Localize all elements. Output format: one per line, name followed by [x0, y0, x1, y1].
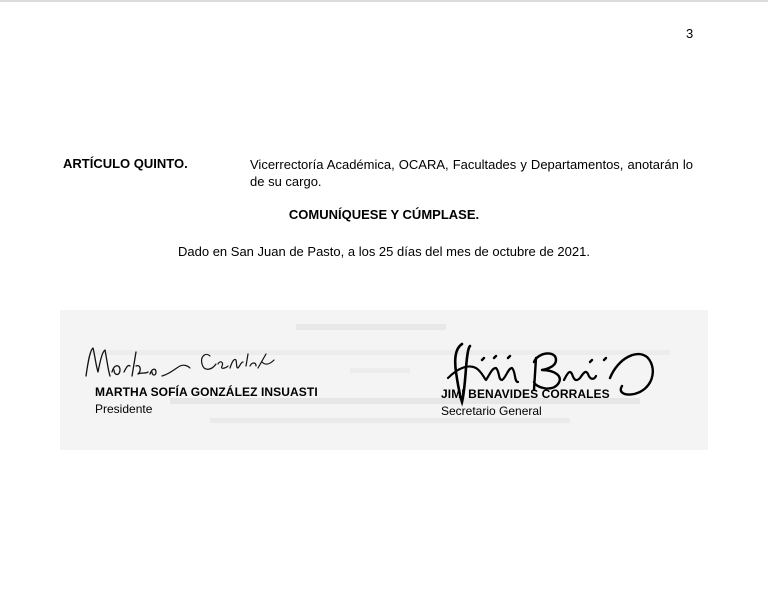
page-number: 3: [686, 26, 694, 41]
article-label: ARTÍCULO QUINTO.: [63, 156, 188, 171]
article-text: Vicerrectoría Académica, OCARA, Facultades y Departamentos, anotarán lo de su cargo.: [250, 157, 693, 189]
signatory-name: MARTHA SOFÍA GONZÁLEZ INSUASTI: [95, 385, 318, 399]
signatory-name: JIMI BENAVIDES CORRALES: [441, 387, 610, 401]
signatory-role: Presidente: [95, 402, 153, 416]
page-edge: [0, 0, 768, 2]
signature-right: [438, 338, 663, 413]
signature-left: [80, 342, 290, 384]
date-line: Dado en San Juan de Pasto, a los 25 días del mes de octubre de 2021.: [178, 244, 590, 259]
closing-formula: COMUNÍQUESE Y CÚMPLASE.: [288, 207, 480, 222]
signatory-role: Secretario General: [441, 404, 542, 418]
